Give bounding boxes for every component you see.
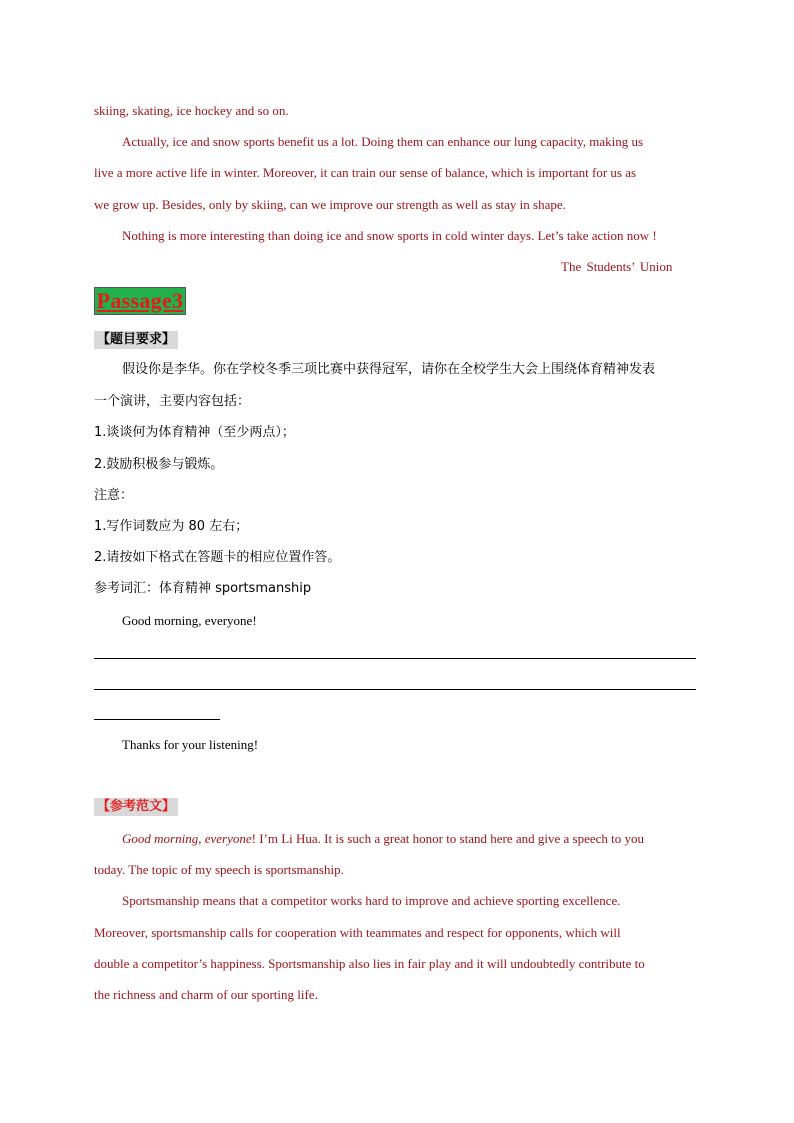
prompt-point: 2.鼓励积极参与锻炼。 [94, 457, 224, 472]
answer-line [94, 689, 696, 690]
sample-essay-tag: 【参考范文】 [94, 798, 178, 816]
greeting-line: Good morning, everyone! [122, 613, 257, 628]
passage-text-line: live a more active life in winter. Moreover, it can train our sense of balance, which is important for us as [94, 165, 637, 180]
closing-line: Thanks for your listening! [122, 737, 259, 752]
sample-text-line: Sportsmanship means that a competitor works hard to improve and achieve sporting excellence. [122, 893, 621, 908]
prompt-point: 1.谈谈何为体育精神（至少两点）； [94, 425, 295, 440]
passage-title: Passage3 [96, 288, 184, 313]
sample-text-line: double a competitor’s happiness. Sportsmanship also lies in fair play and it will undoubtedly contribute to [94, 956, 645, 971]
sample-text-line: the richness and charm of our sporting life. [94, 987, 318, 1002]
sample-greeting: Good morning, everyone [122, 831, 252, 846]
passage-heading-box [94, 287, 186, 315]
prompt-text-line: 一个演讲，主要内容包括： [94, 394, 251, 409]
passage-text-line: Actually, ice and snow sports benefit us a lot. Doing them can enhance our lung capacity, making us [122, 134, 644, 149]
sample-text-rest: ! I’m Li Hua. It is such a great honor to stand here and give a speech to you [251, 831, 645, 846]
sample-text-line: today. The topic of my speech is sportsmanship. [94, 862, 344, 877]
passage-text-line: we grow up. Besides, only by skiing, can we improve our strength as well as stay in shape. [94, 197, 566, 212]
passage-text-line: skiing, skating, ice hockey and so on. [94, 103, 289, 118]
prompt-text-line: 假设你是李华。你在学校冬季三项比赛中获得冠军，请你在全校学生大会上围绕体育精神发表 [122, 362, 656, 377]
signature: The Students’ Union [561, 259, 673, 274]
answer-line-short [94, 719, 220, 720]
sample-text-line: Moreover, sportsmanship calls for cooperation with teammates and respect for opponents, which will [94, 925, 621, 940]
note-item: 2.请按如下格式在答题卡的相应位置作答。 [94, 550, 341, 565]
answer-line [94, 658, 696, 659]
sample-text-line [122, 831, 644, 847]
passage-text-line: Nothing is more interesting than doing ice and snow sports in cold winter days. Let’s take action now ! [122, 228, 657, 243]
note-heading: 注意： [94, 488, 134, 503]
vocab-hint: 参考词汇：体育精神 sportsmanship [94, 581, 312, 596]
note-item: 1.写作词数应为 80 左右； [94, 519, 249, 534]
requirements-tag: 【题目要求】 [94, 331, 178, 349]
